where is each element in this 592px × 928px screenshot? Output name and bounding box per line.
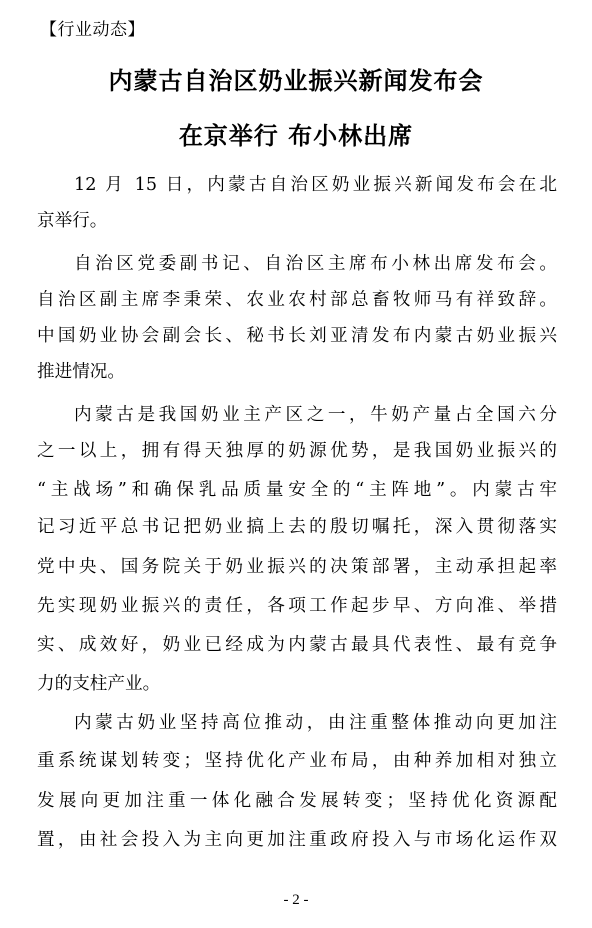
body-line: 推进情况。: [37, 362, 125, 382]
body-line: 党中央、国务院关于奶业振兴的决策部署，主动承担起率: [37, 557, 557, 577]
body-line: 记习近平总书记把奶业搞上去的殷切嘱托，深入贯彻落实: [37, 517, 557, 537]
body-line: 中国奶业协会副会长、秘书长刘亚清发布内蒙古奶业振兴: [37, 326, 557, 346]
body-line: 自治区副主席李秉荣、农业农村部总畜牧师马有祥致辞。: [37, 290, 557, 310]
body-line: 力的支柱产业。: [37, 674, 161, 694]
page-number: - 2 -: [283, 892, 309, 908]
section-tag: 【行业动态】: [40, 20, 145, 40]
body-line: 重系统谋划转变；坚持优化产业布局，由种养加相对独立: [37, 751, 557, 771]
body-line: 京举行。: [37, 211, 108, 231]
body-line: 实、成效好，奶业已经成为内蒙古最具代表性、最有竞争: [37, 635, 557, 655]
body-line: “主战场”和确保乳品质量安全的“主阵地”。内蒙古牢: [37, 480, 557, 500]
body-line: 自治区党委副书记、自治区主席布小林出席发布会。: [74, 254, 557, 274]
body-line: 内蒙古是我国奶业主产区之一，牛奶产量占全国六分: [74, 405, 557, 425]
body-line: 发展向更加注重一体化融合发展转变；坚持优化资源配: [37, 791, 557, 811]
body-line: 之一以上，拥有得天独厚的奶源优势，是我国奶业振兴的: [37, 441, 557, 461]
body-line: 先实现奶业振兴的责任，各项工作起步早、方向准、举措: [37, 596, 557, 616]
headline-line-1: 内蒙古自治区奶业振兴新闻发布会: [108, 66, 484, 95]
body-line: 置，由社会投入为主向更加注重政府投入与市场化运作双: [37, 830, 557, 850]
body-line: 12 月 15 日，内蒙古自治区奶业振兴新闻发布会在北: [74, 175, 557, 195]
headline-line-2: 在京举行 布小林出席: [178, 121, 414, 150]
body-line: 内蒙古奶业坚持高位推动，由注重整体推动向更加注: [74, 713, 557, 733]
